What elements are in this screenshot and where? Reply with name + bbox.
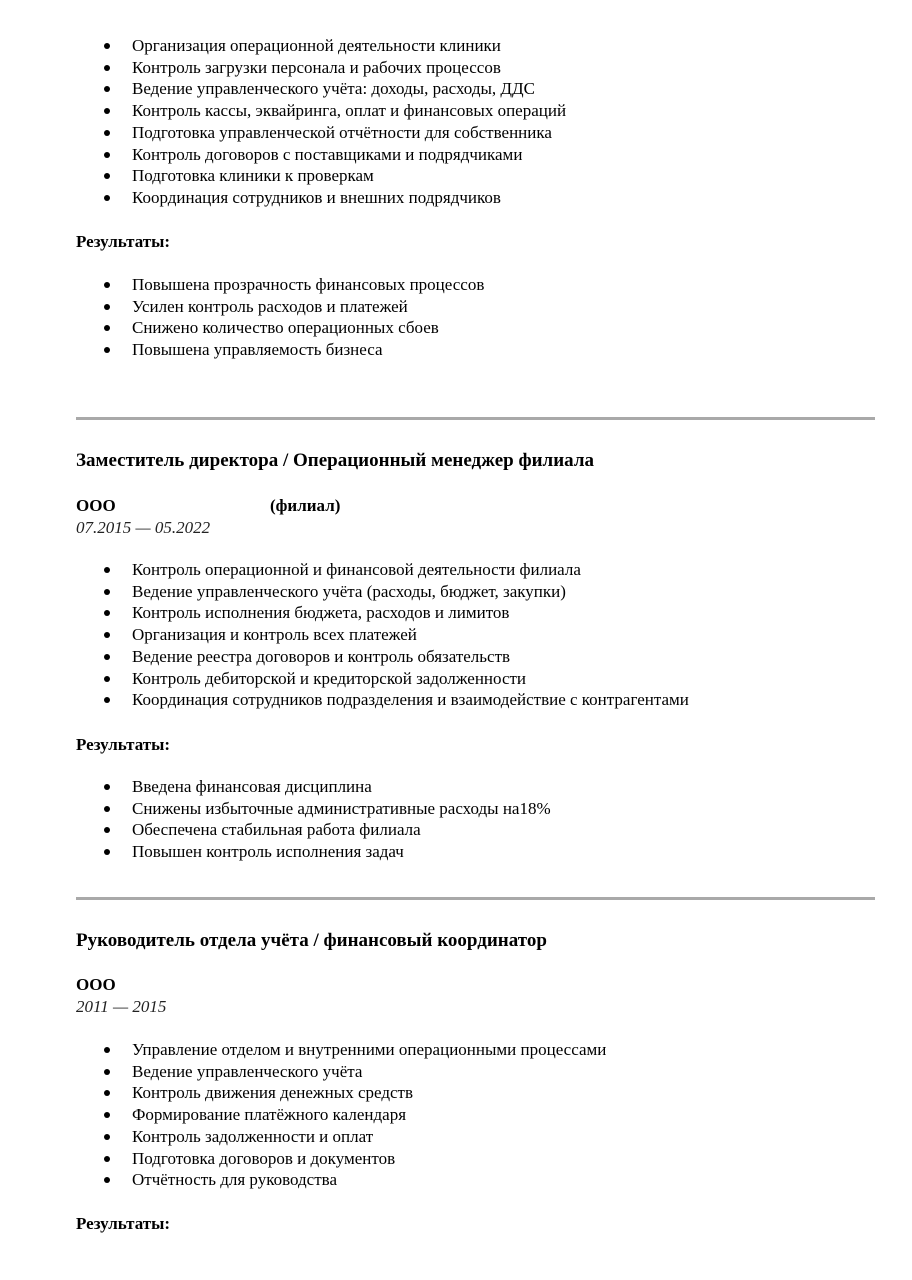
list-item: Управление отделом и внутренними операционными процессами bbox=[0, 1039, 606, 1061]
results-heading: Результаты: bbox=[76, 735, 171, 754]
list-item: Снижены избыточные административные расходы на18% bbox=[0, 798, 551, 820]
list-item: Ведение управленческого учёта bbox=[0, 1061, 606, 1083]
list-item: Подготовка управленческой отчётности для собственника bbox=[0, 122, 566, 144]
company-name bbox=[76, 495, 341, 517]
list-item: Подготовка договоров и документов bbox=[0, 1148, 606, 1170]
section-divider bbox=[76, 417, 875, 420]
list-item: Отчётность для руководства bbox=[0, 1169, 606, 1191]
list-item: Организация и контроль всех платежей bbox=[0, 624, 689, 646]
results-heading: Результаты: bbox=[76, 232, 171, 251]
list-item: Ведение реестра договоров и контроль обязательств bbox=[0, 646, 689, 668]
results-list bbox=[0, 274, 484, 361]
duties-list bbox=[0, 1039, 606, 1191]
list-item: Контроль загрузки персонала и рабочих процессов bbox=[0, 57, 566, 79]
list-item: Контроль договоров с поставщиками и подрядчиками bbox=[0, 144, 566, 166]
duties-list bbox=[0, 35, 566, 209]
list-item: Ведение управленческого учёта (расходы, бюджет, закупки) bbox=[0, 581, 689, 603]
list-item: Контроль задолженности и оплат bbox=[0, 1126, 606, 1148]
list-item: Координация сотрудников подразделения и взаимодействие с контрагентами bbox=[0, 689, 689, 711]
company-name: ООО bbox=[76, 975, 116, 994]
list-item: Обеспечена стабильная работа филиала bbox=[0, 819, 551, 841]
list-item: Контроль исполнения бюджета, расходов и лимитов bbox=[0, 602, 689, 624]
duties-list bbox=[0, 559, 689, 711]
list-item: Ведение управленческого учёта: доходы, расходы, ДДС bbox=[0, 78, 566, 100]
list-item: Повышен контроль исполнения задач bbox=[0, 841, 551, 863]
list-item: Усилен контроль расходов и платежей bbox=[0, 296, 484, 318]
results-list bbox=[0, 776, 551, 863]
section-divider bbox=[76, 897, 875, 900]
list-item: Контроль операционной и финансовой деятельности филиала bbox=[0, 559, 689, 581]
list-item: Повышена прозрачность финансовых процессов bbox=[0, 274, 484, 296]
list-item: Контроль движения денежных средств bbox=[0, 1082, 606, 1104]
job-dates: 07.2015 — 05.2022 bbox=[76, 518, 211, 537]
list-item: Снижено количество операционных сбоев bbox=[0, 317, 484, 339]
list-item: Введена финансовая дисциплина bbox=[0, 776, 551, 798]
results-heading: Результаты: bbox=[76, 1214, 171, 1233]
job-title: Заместитель директора / Операционный менеджер филиала bbox=[76, 450, 594, 471]
job-title: Руководитель отдела учёта / финансовый координатор bbox=[76, 930, 547, 951]
list-item: Контроль дебиторской и кредиторской задолженности bbox=[0, 668, 689, 690]
list-item: Контроль кассы, эквайринга, оплат и финансовых операций bbox=[0, 100, 566, 122]
list-item: Формирование платёжного календаря bbox=[0, 1104, 606, 1126]
list-item: Подготовка клиники к проверкам bbox=[0, 165, 566, 187]
job-dates: 2011 — 2015 bbox=[76, 997, 167, 1016]
list-item: Организация операционной деятельности клиники bbox=[0, 35, 566, 57]
company-prefix: ООО bbox=[76, 496, 116, 515]
list-item: Повышена управляемость бизнеса bbox=[0, 339, 484, 361]
list-item: Координация сотрудников и внешних подрядчиков bbox=[0, 187, 566, 209]
company-suffix: (филиал) bbox=[270, 496, 341, 515]
